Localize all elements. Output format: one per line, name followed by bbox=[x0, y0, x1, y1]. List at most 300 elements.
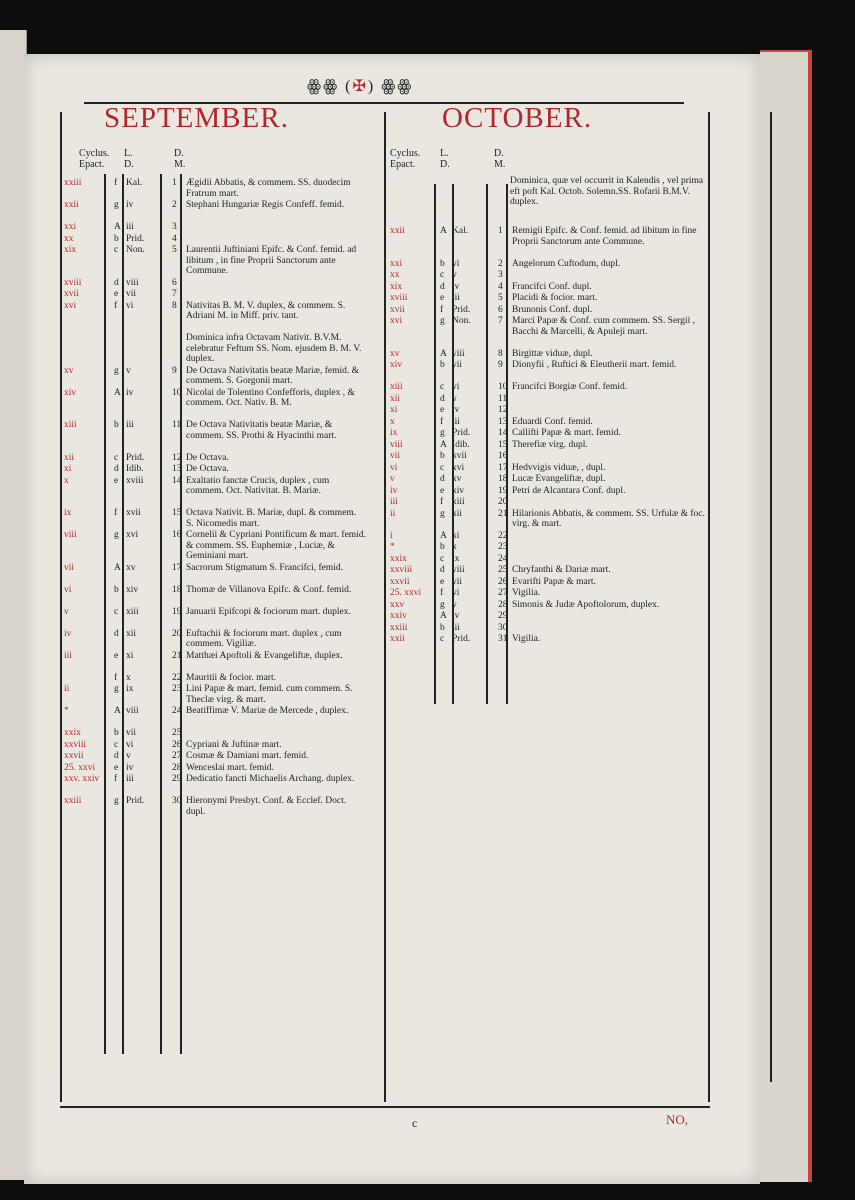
feast-text-cell: Matthæi Apoftoli & Evangeliftæ, duplex. bbox=[186, 650, 343, 661]
dominical-letter-cell: A bbox=[440, 530, 447, 541]
roman-day-cell: Prid. bbox=[452, 304, 471, 315]
epact-cell: xxi bbox=[390, 258, 403, 269]
day-number-cell: 23 bbox=[172, 684, 182, 694]
day-number-cell: 15 bbox=[498, 439, 508, 450]
day-number-cell: 9 bbox=[172, 365, 177, 376]
feast-text-cell: De Octava. bbox=[186, 464, 229, 474]
dominical-letter-cell: c bbox=[114, 452, 119, 463]
feast-text-cell: Wenceslai mart. femid. bbox=[186, 762, 274, 773]
day-number-cell: 22 bbox=[172, 672, 182, 683]
roman-day-cell: Kal. bbox=[452, 226, 469, 236]
roman-day-cell: Prid. bbox=[452, 634, 471, 644]
epact-cell: xii bbox=[390, 393, 401, 404]
dominical-letter-cell: g bbox=[114, 200, 119, 210]
dominical-letter-cell: d bbox=[114, 464, 119, 474]
dominical-letter-cell: e bbox=[114, 762, 119, 773]
roman-day-cell: Prid. bbox=[126, 452, 145, 463]
header-ornament: ꙮꙮ (✠) ꙮꙮ bbox=[307, 78, 414, 95]
roman-day-cell: xiii bbox=[452, 497, 465, 507]
roman-day-cell: iii bbox=[126, 774, 134, 784]
epact-cell: vii bbox=[390, 451, 401, 461]
epact-cell: xxv. xxiv bbox=[64, 774, 100, 784]
dominical-letter-cell: d bbox=[440, 565, 445, 575]
feast-text-cell: Nativitas B. M. V. duplex, & commem. S. Adriani M. in Miff. priv. tant. bbox=[186, 300, 346, 321]
dominical-letter-cell: d bbox=[114, 628, 119, 639]
dominical-letter-cell: d bbox=[114, 751, 119, 761]
dominical-letter-cell: c bbox=[440, 553, 445, 564]
roman-day-cell: v bbox=[452, 270, 457, 280]
feast-text-cell: Januarii Epifcopi & fociorum mart. duplex. bbox=[186, 606, 351, 617]
roman-day-cell: xi bbox=[126, 650, 134, 661]
dominical-letter-cell: f bbox=[114, 672, 118, 683]
epact-cell: xviii bbox=[64, 277, 82, 288]
sep-cyclus-header: Cyclus. Epact. bbox=[79, 148, 110, 170]
epact-cell: x bbox=[64, 475, 69, 486]
dominical-letter-cell: e bbox=[114, 650, 119, 661]
feast-text-cell: Eduardi Conf. femid. bbox=[512, 416, 593, 427]
epact-cell: xxii bbox=[64, 200, 79, 210]
october-intro: Dominica, quæ vel occurrit in Kalendis , vel prima eft poft Kal. Octob. Solemn.SS. Rofarii B.M.V. duplex. bbox=[510, 176, 704, 207]
dominical-letter-cell: e bbox=[114, 289, 119, 299]
day-number-cell: 6 bbox=[172, 277, 177, 288]
epact-cell: xxviii bbox=[390, 565, 413, 575]
day-number-cell: 9 bbox=[498, 360, 503, 370]
day-number-cell: 29 bbox=[498, 611, 508, 621]
dominical-letter-cell: c bbox=[114, 739, 119, 750]
dominical-letter-cell: A bbox=[114, 562, 121, 573]
dominical-letter-cell: c bbox=[114, 606, 119, 617]
day-number-cell: 20 bbox=[172, 628, 182, 639]
roman-day-cell: Idib. bbox=[452, 439, 470, 450]
day-number-cell: 15 bbox=[172, 508, 182, 518]
day-number-cell: 22 bbox=[498, 530, 508, 541]
dominical-letter-cell: A bbox=[440, 226, 447, 236]
feast-text-cell: Thomæ de Villanova Epifc. & Conf. femid. bbox=[186, 584, 352, 595]
roman-day-cell: Prid. bbox=[126, 796, 145, 806]
roman-day-cell: iii bbox=[126, 420, 134, 430]
dominical-letter-cell: c bbox=[440, 382, 445, 392]
roman-day-cell: xvi bbox=[126, 530, 139, 540]
oct-col-rule-3 bbox=[486, 184, 488, 704]
epact-cell: xxvii bbox=[390, 576, 410, 587]
roman-day-cell: vii bbox=[126, 289, 137, 299]
epact-cell: xxv bbox=[390, 599, 405, 610]
feast-text-cell: Callifti Papæ & mart. femid. bbox=[512, 428, 621, 438]
epact-cell: ix bbox=[64, 508, 72, 518]
epact-cell: * bbox=[390, 542, 395, 552]
epact-cell: 25. xxvi bbox=[64, 762, 96, 773]
roman-day-cell: iv bbox=[126, 762, 134, 773]
feast-text-cell: Simonis & Judæ Apoftolorum, duplex. bbox=[512, 599, 660, 610]
roman-day-cell: iii bbox=[452, 416, 460, 427]
epact-cell: viii bbox=[390, 439, 403, 450]
epact-cell: xx bbox=[390, 270, 400, 280]
feast-text-cell: Laurentii Juftiniani Epifc. & Conf. femid. ad libitum , in fine Proprii Sanctorum ante Commune. bbox=[186, 245, 357, 276]
roman-day-cell: xiv bbox=[126, 584, 139, 595]
roman-day-cell: xviii bbox=[126, 475, 144, 486]
day-number-cell: 7 bbox=[498, 316, 503, 326]
epact-cell: iv bbox=[64, 628, 72, 639]
roman-day-cell: iii bbox=[126, 222, 134, 232]
epact-cell: viii bbox=[64, 530, 77, 540]
signature-mark: c bbox=[412, 1116, 418, 1130]
feast-text-cell: Exaltatio fanctæ Crucis, duplex , cum commem. Oct. Nativitat. B. Mariæ. bbox=[186, 475, 330, 496]
epact-cell: xvii bbox=[390, 304, 405, 315]
roman-day-cell: vi bbox=[452, 258, 460, 269]
epact-cell: ii bbox=[64, 684, 70, 694]
epact-cell: xi bbox=[64, 464, 72, 474]
day-number-cell: 21 bbox=[498, 508, 508, 519]
roman-day-cell: iv bbox=[126, 387, 134, 398]
epact-cell: iv bbox=[390, 485, 398, 496]
dominical-letter-cell: b bbox=[114, 420, 119, 430]
roman-day-cell: iii bbox=[452, 293, 460, 303]
day-number-cell: 6 bbox=[498, 304, 503, 315]
dominical-letter-cell: f bbox=[114, 774, 118, 784]
roman-day-cell: v bbox=[126, 365, 131, 376]
roman-day-cell: iv bbox=[452, 611, 460, 621]
day-number-cell: 28 bbox=[172, 762, 182, 773]
roman-day-cell: v bbox=[452, 393, 457, 404]
day-number-cell: 8 bbox=[498, 348, 503, 359]
feast-text-cell: Cornelii & Cypriani Pontificum & mart. femid. & commem. SS. Euphemiæ , Luciæ, & Geminiani mart. bbox=[186, 530, 366, 561]
day-number-cell: 30 bbox=[172, 796, 182, 806]
roman-day-cell: xvii bbox=[452, 451, 467, 461]
dominical-letter-cell: f bbox=[114, 300, 118, 311]
epact-cell: i bbox=[390, 530, 393, 541]
roman-day-cell: vi bbox=[452, 382, 460, 392]
feast-text-cell: Lucæ Evangeliftæ, dupl. bbox=[512, 474, 606, 484]
feast-text-cell: Euftachii & fociorum mart. duplex , cum commem. Vigiliæ. bbox=[186, 628, 342, 649]
dominical-letter-cell: b bbox=[440, 451, 445, 461]
dominical-letter-cell: g bbox=[440, 508, 445, 519]
feast-text-cell: Marci Papæ & Conf. cum commem. SS. Sergii , Bacchi & Marcelli, & Apuleji mart. bbox=[512, 316, 695, 337]
day-number-cell: 5 bbox=[498, 293, 503, 303]
epact-cell: v bbox=[64, 606, 69, 617]
dominical-letter-cell: f bbox=[440, 304, 444, 315]
epact-cell: xvi bbox=[64, 300, 77, 311]
dominical-letter-cell: e bbox=[440, 485, 445, 496]
day-number-cell: 21 bbox=[172, 650, 182, 661]
day-number-cell: 1 bbox=[498, 226, 503, 236]
sep-dm-header: D. M. bbox=[174, 148, 186, 170]
feast-text-cell: Hedvvigis viduæ, , dupl. bbox=[512, 462, 606, 473]
epact-cell: xvii bbox=[64, 289, 79, 299]
oct-col-rule-1 bbox=[434, 184, 436, 704]
dominical-letter-cell: g bbox=[440, 599, 445, 610]
epact-cell: xv bbox=[64, 365, 74, 376]
day-number-cell: 10 bbox=[498, 382, 508, 392]
day-number-cell: 11 bbox=[172, 420, 182, 430]
day-number-cell: 17 bbox=[172, 562, 182, 573]
day-number-cell: 27 bbox=[172, 751, 182, 761]
feast-text-cell: Francifci Borgiæ Conf. femid. bbox=[512, 382, 628, 392]
roman-day-cell: xiv bbox=[452, 485, 465, 496]
roman-day-cell: vi bbox=[452, 588, 460, 598]
day-number-cell: 13 bbox=[498, 416, 508, 427]
dominical-letter-cell: d bbox=[114, 277, 119, 288]
dominical-letter-cell: d bbox=[440, 393, 445, 404]
dominical-letter-cell: A bbox=[440, 439, 447, 450]
dominical-letter-cell: g bbox=[114, 365, 119, 376]
roman-day-cell: Non. bbox=[452, 316, 471, 326]
dominical-letter-cell: A bbox=[114, 706, 121, 716]
epact-cell: xxiii bbox=[64, 178, 82, 188]
dominical-letter-cell: f bbox=[440, 588, 444, 598]
dominical-letter-cell: A bbox=[440, 611, 447, 621]
day-number-cell: 16 bbox=[172, 530, 182, 540]
october-title: OCTOBER. bbox=[442, 102, 593, 134]
day-number-cell: 5 bbox=[172, 245, 177, 255]
feast-text-cell: Birgittæ viduæ, dupl. bbox=[512, 348, 593, 359]
center-frame-rule bbox=[384, 112, 386, 1102]
feast-text-cell: Hilarionis Abbatis, & commem. SS. Urfulæ & foc. virg. & mart. bbox=[512, 508, 705, 529]
epact-cell: xiii bbox=[64, 420, 77, 430]
feast-text-cell: Mauritii & focior. mart. bbox=[186, 672, 276, 683]
roman-day-cell: vi bbox=[126, 300, 134, 311]
feast-text-cell: Octava Nativit. B. Mariæ, dupl. & commem. S. Nicomedis mart. bbox=[186, 508, 357, 529]
feast-text-cell: Vigilia. bbox=[512, 588, 541, 598]
dominical-letter-cell: g bbox=[114, 684, 119, 694]
left-frame-rule bbox=[60, 112, 62, 1102]
day-number-cell: 3 bbox=[498, 270, 503, 280]
epact-cell: xxii bbox=[390, 634, 405, 644]
dominical-letter-cell: b bbox=[440, 360, 445, 370]
day-number-cell: 25 bbox=[172, 728, 182, 738]
epact-cell: xxiv bbox=[390, 611, 407, 621]
dominical-letter-cell: c bbox=[440, 270, 445, 280]
epact-cell: vii bbox=[64, 562, 75, 573]
feast-text-cell: Remigii Epifc. & Conf. femid. ad libitum in fine Proprii Sanctorum ante Commune. bbox=[512, 226, 697, 247]
roman-day-cell: vii bbox=[126, 728, 137, 738]
day-number-cell: 31 bbox=[498, 634, 508, 644]
day-number-cell: 27 bbox=[498, 588, 508, 598]
epact-cell: xxiii bbox=[390, 622, 408, 633]
dominical-letter-cell: e bbox=[440, 293, 445, 303]
adjacent-page-edge bbox=[0, 30, 27, 1180]
feast-text-cell: De Octava. bbox=[186, 452, 229, 463]
day-number-cell: 14 bbox=[498, 428, 508, 438]
epact-cell: xxiii bbox=[64, 796, 82, 806]
roman-day-cell: xvii bbox=[126, 508, 141, 518]
roman-day-cell: Kal. bbox=[126, 178, 143, 188]
roman-day-cell: Prid. bbox=[452, 428, 471, 438]
cross-icon: ✠ bbox=[352, 78, 368, 95]
epact-cell: xxviii bbox=[64, 739, 87, 750]
epact-cell: xix bbox=[390, 281, 403, 292]
roman-day-cell: xi bbox=[452, 530, 460, 541]
dominical-letter-cell: A bbox=[114, 222, 121, 232]
day-number-cell: 12 bbox=[498, 405, 508, 415]
roman-day-cell: v bbox=[126, 751, 131, 761]
day-number-cell: 14 bbox=[172, 475, 182, 486]
day-number-cell: 24 bbox=[172, 706, 182, 716]
oct-cyclus-header: Cyclus. Epact. bbox=[390, 148, 421, 170]
epact-cell: x bbox=[390, 416, 395, 427]
roman-day-cell: xv bbox=[452, 474, 462, 484]
day-number-cell: 2 bbox=[172, 200, 177, 210]
epact-cell: xxii bbox=[390, 226, 405, 236]
roman-day-cell: iv bbox=[452, 405, 460, 415]
roman-day-cell: x bbox=[452, 542, 457, 552]
dominical-letter-cell: A bbox=[114, 387, 121, 398]
roman-day-cell: xii bbox=[452, 508, 463, 519]
feast-text-cell: Dionyfii , Ruftici & Eleutherii mart. femid. bbox=[512, 360, 677, 370]
roman-day-cell: xii bbox=[126, 628, 137, 639]
roman-day-cell: ix bbox=[126, 684, 134, 694]
day-number-cell: 2 bbox=[498, 258, 503, 269]
day-number-cell: 20 bbox=[498, 497, 508, 507]
dominical-letter-cell: b bbox=[440, 542, 445, 552]
day-number-cell: 4 bbox=[498, 281, 503, 292]
dominical-letter-cell: d bbox=[440, 281, 445, 292]
day-number-cell: 17 bbox=[498, 462, 508, 473]
day-number-cell: 29 bbox=[172, 774, 182, 784]
roman-day-cell: viii bbox=[452, 565, 465, 575]
epact-cell: iii bbox=[390, 497, 398, 507]
roman-day-cell: Non. bbox=[126, 245, 145, 255]
day-number-cell: 19 bbox=[172, 606, 182, 617]
dominical-letter-cell: b bbox=[440, 622, 445, 633]
dominical-letter-cell: f bbox=[114, 508, 118, 518]
feast-text-cell: Placidi & focior. mart. bbox=[512, 293, 598, 303]
day-number-cell: 11 bbox=[498, 393, 508, 404]
dominical-letter-cell: f bbox=[114, 178, 118, 188]
epact-cell: vi bbox=[64, 584, 72, 595]
day-number-cell: 8 bbox=[172, 300, 177, 311]
day-number-cell: 7 bbox=[172, 289, 177, 299]
feast-text-cell: Sacrorum Stigmatum S. Francifci, femid. bbox=[186, 562, 343, 573]
epact-cell: xvi bbox=[390, 316, 403, 326]
roman-day-cell: viii bbox=[126, 277, 139, 288]
feast-text-cell: Therefiæ virg. dupl. bbox=[512, 439, 588, 450]
day-number-cell: 26 bbox=[172, 739, 182, 750]
feast-text-cell: Beatiffimæ V. Mariæ de Mercede , duplex. bbox=[186, 706, 349, 716]
epact-cell: xiv bbox=[390, 360, 403, 370]
dominical-letter-cell: g bbox=[440, 428, 445, 438]
dominical-letter-cell: b bbox=[114, 728, 119, 738]
epact-cell: xx bbox=[64, 233, 74, 244]
roman-day-cell: iii bbox=[452, 622, 460, 633]
feast-text-cell: Evarifti Papæ & mart. bbox=[512, 576, 596, 587]
feast-text-cell: Dedicatio fancti Michaelis Archang. duplex. bbox=[186, 774, 355, 784]
dominical-letter-cell: g bbox=[114, 796, 119, 806]
feast-text-cell: Cypriani & Juftinæ mart. bbox=[186, 739, 282, 750]
roman-day-cell: iv bbox=[452, 281, 460, 292]
epact-cell: * bbox=[64, 706, 69, 716]
epact-cell: xxvii bbox=[64, 751, 84, 761]
epact-cell: xviii bbox=[390, 293, 408, 303]
dominical-letter-cell: g bbox=[114, 530, 119, 540]
day-number-cell: 23 bbox=[498, 542, 508, 552]
sep-col-rule-1 bbox=[104, 174, 106, 1054]
roman-day-cell: iv bbox=[126, 200, 134, 210]
epact-cell: iii bbox=[64, 650, 72, 661]
dominical-letter-cell: c bbox=[440, 462, 445, 473]
day-number-cell: 26 bbox=[498, 576, 508, 587]
feast-text-cell: Lini Papæ & mart. femid. cum commem. S. Theclæ virg. & mart. bbox=[186, 684, 353, 705]
epact-cell: xi bbox=[390, 405, 398, 415]
feast-text-cell: Cosmæ & Damiani mart. femid. bbox=[186, 751, 309, 761]
day-number-cell: 13 bbox=[172, 464, 182, 474]
dominical-letter-cell: c bbox=[114, 245, 119, 255]
dominical-letter-cell: b bbox=[114, 584, 119, 595]
feast-text-cell: Petri de Alcantara Conf. dupl. bbox=[512, 485, 626, 496]
day-number-cell: 19 bbox=[498, 485, 508, 496]
roman-day-cell: x bbox=[126, 672, 131, 683]
sep-l-header: L. D. bbox=[124, 148, 134, 170]
sep-col-rule-3 bbox=[160, 174, 162, 1054]
book-red-edge bbox=[760, 50, 812, 1182]
day-number-cell: 12 bbox=[172, 452, 182, 463]
roman-day-cell: xvi bbox=[452, 462, 465, 473]
dominical-letter-cell: e bbox=[440, 576, 445, 587]
epact-cell: xix bbox=[64, 245, 77, 255]
dominical-letter-cell: d bbox=[440, 474, 445, 484]
epact-cell: xxix bbox=[390, 553, 407, 564]
oct-dm-header: D. M. bbox=[494, 148, 506, 170]
feast-text-cell: Hieronymi Presbyt. Conf. & Ecclef. Doct. dupl. bbox=[186, 796, 347, 817]
feast-text-cell: Stephani Hungariæ Regis Confeff. femid. bbox=[186, 200, 345, 210]
feast-text-cell: Brunonis Conf. dupl. bbox=[512, 304, 593, 315]
roman-day-cell: xiii bbox=[126, 606, 139, 617]
day-number-cell: 1 bbox=[172, 178, 177, 188]
roman-day-cell: vi bbox=[126, 739, 134, 750]
epact-cell: xii bbox=[64, 452, 75, 463]
roman-day-cell: Idib. bbox=[126, 464, 144, 474]
catchword: NO, bbox=[666, 1112, 689, 1127]
feast-text-cell: Angelorum Cuftodum, dupl. bbox=[512, 258, 621, 269]
dominical-letter-cell: f bbox=[440, 416, 444, 427]
dominical-letter-cell: b bbox=[114, 233, 119, 244]
day-number-cell: 30 bbox=[498, 622, 508, 633]
roman-day-cell: vii bbox=[452, 360, 463, 370]
day-number-cell: 24 bbox=[498, 553, 508, 564]
roman-day-cell: Prid. bbox=[126, 233, 145, 244]
roman-day-cell: vii bbox=[452, 576, 463, 587]
epact-cell: xv bbox=[390, 348, 400, 359]
bottom-rule bbox=[60, 1106, 710, 1108]
day-number-cell: 18 bbox=[172, 584, 182, 595]
roman-day-cell: ix bbox=[452, 553, 460, 564]
epact-cell: xiv bbox=[64, 387, 77, 398]
september-title: SEPTEMBER. bbox=[104, 102, 289, 134]
right-frame-rule bbox=[708, 112, 710, 1102]
day-number-cell: 28 bbox=[498, 599, 508, 610]
feast-text-cell: Nicolai de Tolentino Confefforis, duplex , & commem. Oct. Nativ. B. M. bbox=[186, 387, 355, 408]
roman-day-cell: viii bbox=[126, 706, 139, 716]
feast-text-cell: De Octava Nativitatis beatæ Mariæ, & commem. SS. Prothi & Hyacinthi mart. bbox=[186, 420, 337, 441]
dominical-letter-cell: f bbox=[440, 497, 444, 507]
day-number-cell: 25 bbox=[498, 565, 508, 575]
roman-day-cell: v bbox=[452, 599, 457, 610]
epact-cell: 25. xxvi bbox=[390, 588, 422, 598]
epact-cell: ix bbox=[390, 428, 398, 438]
feast-text-cell: De Octava Nativitatis beatæ Mariæ, femid. & commem. S. Gorgonii mart. bbox=[186, 365, 360, 386]
dominical-letter-cell: A bbox=[440, 348, 447, 359]
epact-cell: ii bbox=[390, 508, 396, 519]
roman-day-cell: viii bbox=[452, 348, 465, 359]
feast-text-cell: Francifci Conf. dupl. bbox=[512, 281, 592, 292]
dominical-letter-cell: c bbox=[440, 634, 445, 644]
dominical-letter-cell: e bbox=[114, 475, 119, 486]
feast-text-cell: Dominica infra Octavam Nativit. B.V.M. celebratur Feftum SS. Nom. ejusdem B. M. V. duplex. bbox=[186, 333, 362, 364]
epact-cell: xiii bbox=[390, 382, 403, 392]
day-number-cell: 18 bbox=[498, 474, 508, 484]
dominical-letter-cell: e bbox=[440, 405, 445, 415]
day-number-cell: 10 bbox=[172, 387, 182, 398]
oct-l-header: L. D. bbox=[440, 148, 450, 170]
